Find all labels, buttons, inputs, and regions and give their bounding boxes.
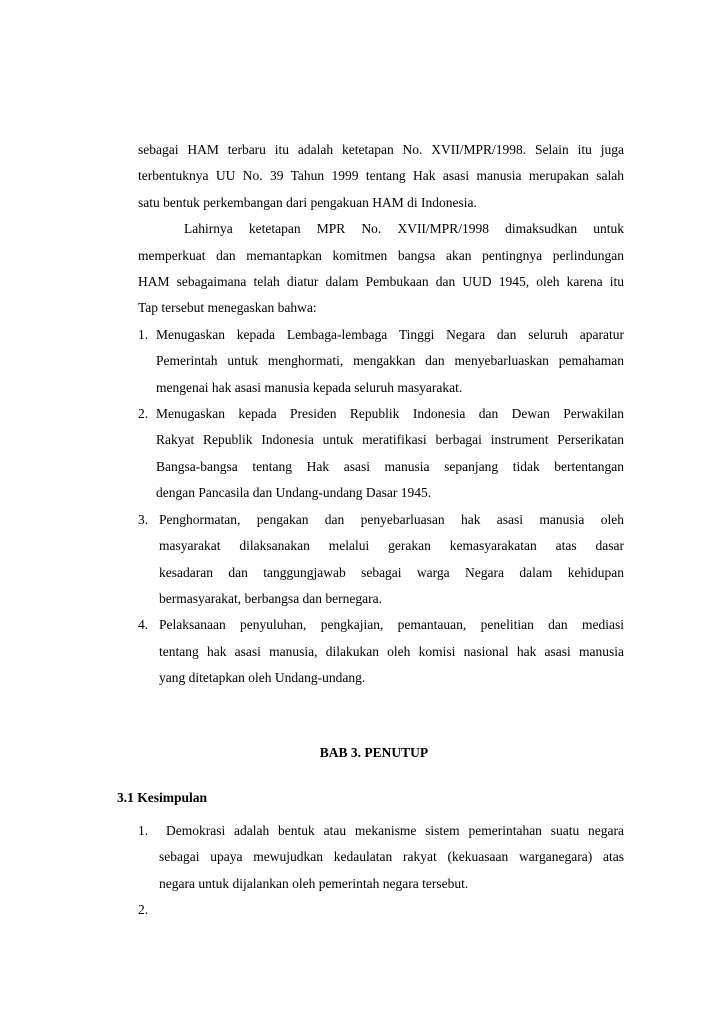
text-line: sebagai HAM terbaru itu adalah ketetapan No. XVII/MPR/1998. Selain itu juga	[138, 142, 624, 157]
text-line: Menugaskan kepada Presiden Republik Indonesia dan Dewan Perwakilan	[156, 406, 624, 422]
text-line: Pemerintah untuk menghormati, mengakkan dan menyebarluaskan pemahaman	[156, 353, 624, 369]
text-line: Menugaskan kepada Lembaga-lembaga Tinggi Negara dan seluruh aparatur	[156, 326, 624, 342]
decree-list	[138, 322, 624, 692]
text-line: masyarakat dilaksanakan melalui gerakan kemasyarakatan atas dasar	[159, 538, 624, 554]
list-item	[138, 612, 624, 691]
list-item	[138, 322, 624, 401]
section-title: 3.1 Kesimpulan	[117, 790, 208, 805]
list-number: 4.	[138, 617, 149, 633]
list-number: 3.	[138, 511, 149, 527]
text-line: tentang hak asasi manusia, dilakukan oleh komisi nasional hak asasi manusia	[159, 643, 624, 659]
text-line: Bangsa-bangsa tentang Hak asasi manusia sepanjang tidak bertentangan	[156, 458, 624, 474]
list-number: 1.	[138, 326, 149, 342]
text-line: sebagai upaya mewujudkan kedaulatan rakyat (kekuasaan warganegara) atas	[159, 849, 624, 865]
chapter-title: BAB 3. PENUTUP	[319, 745, 429, 760]
list-item	[138, 401, 624, 507]
text-line: Pelaksanaan penyuluhan, pengkajian, pemantauan, penelitian dan mediasi	[159, 617, 624, 633]
text-line: HAM sebagaimana telah diatur dalam Pembukaan dan UUD 1945, oleh karena itu	[138, 274, 624, 290]
text-line: terbentuknya UU No. 39 Tahun 1999 tentang Hak asasi manusia merupakan salah	[138, 168, 624, 184]
text-line: Demokrasi adalah bentuk atau mekanisme sistem pemerintahan suatu negara	[166, 823, 624, 838]
text-line: memperkuat dan memantapkan komitmen bangsa akan pentingnya perlindungan	[138, 247, 624, 263]
list-item	[138, 897, 624, 923]
text-line: yang ditetapkan oleh Undang-undang.	[159, 670, 366, 686]
list-number: 2.	[138, 902, 149, 918]
text-line	[159, 897, 624, 923]
text-line: dengan Pancasila dan Undang-undang Dasar 1945.	[156, 485, 432, 501]
list-number: 2.	[138, 406, 149, 422]
text-line: Lahirnya ketetapan MPR No. XVII/MPR/1998 dimaksudkan untuk	[184, 221, 624, 237]
second-paragraph	[138, 216, 624, 322]
text-line: Rakyat Republik Indonesia untuk meratifikasi berbagai instrument Perserikatan	[156, 432, 624, 448]
text-line: Tap tersebut menegaskan bahwa:	[138, 300, 317, 316]
text-line: negara untuk dijalankan oleh pemerintah negara tersebut.	[159, 875, 469, 891]
body-text	[138, 137, 624, 692]
text-line: satu bentuk perkembangan dari pengakuan HAM di Indonesia.	[138, 194, 477, 210]
text-line: kesadaran dan tanggungjawab sebagai warga Negara dalam kehidupan	[159, 564, 624, 580]
text-line: bermasyarakat, berbangsa dan bernegara.	[159, 590, 383, 606]
list-item	[138, 818, 624, 897]
text-line: mengenai hak asasi manusia kepada seluruh masyarakat.	[156, 379, 463, 395]
intro-paragraph	[138, 137, 624, 216]
conclusion-list	[138, 818, 624, 924]
list-item	[138, 507, 624, 613]
text-line: Penghormatan, pengakan dan penyebarluasan hak asasi manusia oleh	[159, 511, 624, 527]
list-number: 1.	[138, 823, 149, 838]
